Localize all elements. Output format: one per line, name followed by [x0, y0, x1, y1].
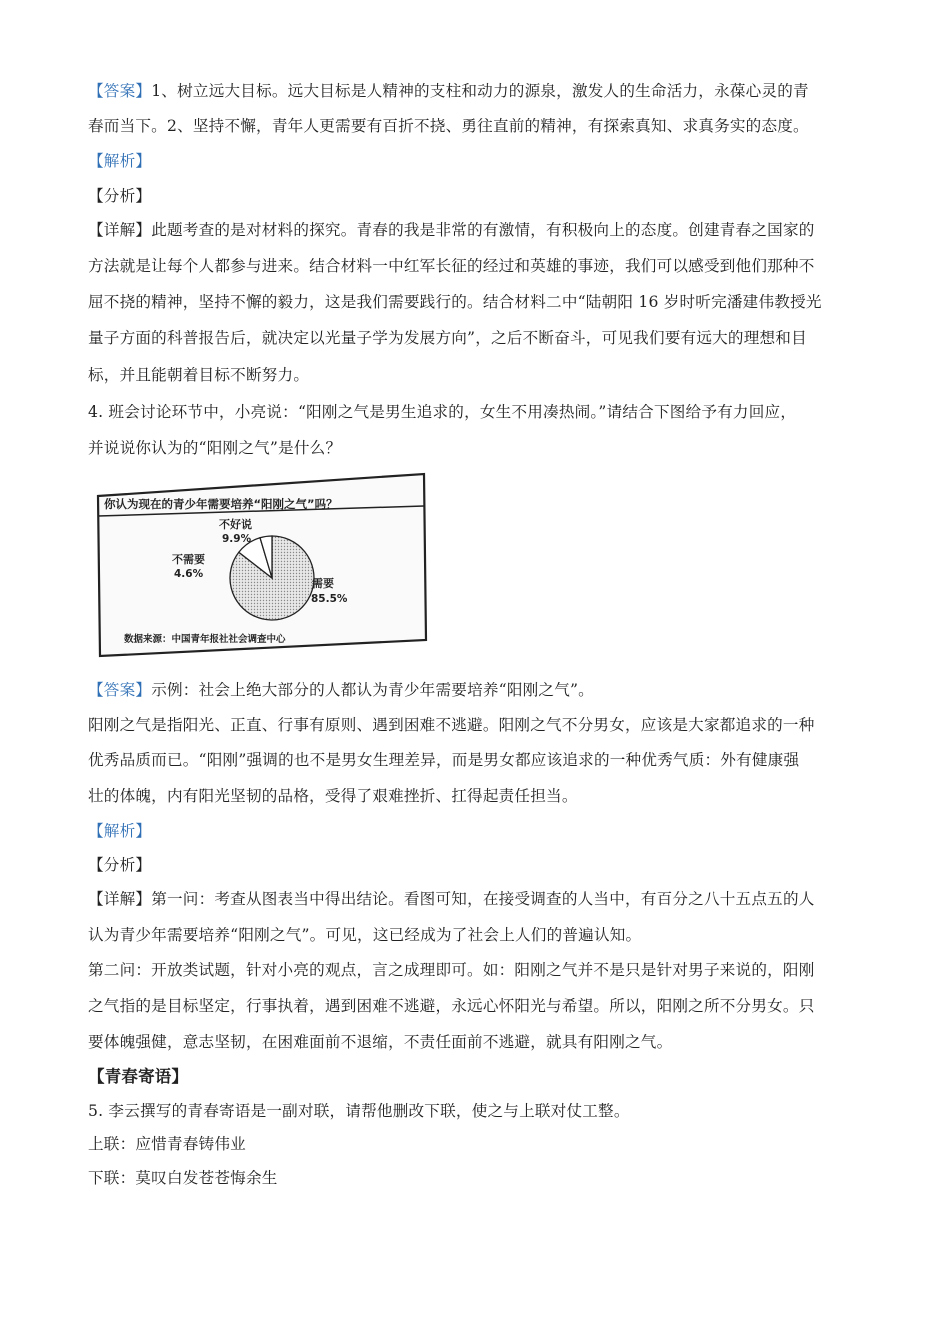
q4-jiexi-tag: 【解析】	[88, 822, 152, 840]
q5-stem: 5. 李云撰写的青春寄语是一副对联，请帮他删改下联，使之与上联对仗工整。	[88, 1102, 630, 1120]
q4-fenxi-tag: 【分析】	[88, 856, 152, 874]
value-needed: 85.5%	[311, 593, 348, 605]
q4-stem-line-1: 4. 班会讨论环节中，小亮说：“阳刚之气是男生追求的，女生不用凑热闹。”请结合下图给予有力回应，	[88, 403, 797, 421]
chart-source: 数据来源：中国青年报社社会调查中心	[124, 634, 286, 645]
q3-answer-line-2: 春而当下。2、坚持不懈，青年人更需要有百折不挠、勇往直前的精神，有探索真知、求真务实的态度。	[88, 117, 809, 135]
q3-detail-line-1	[88, 220, 815, 240]
detail-text: 此题考查的是对材料的探究。青春的我是非常的有激情，有积极向上的态度。创建青春之国家的	[151, 221, 815, 239]
q4-detail-line-3: 第二问：开放类试题，针对小亮的观点，言之成理即可。如：阳刚之气并不是只是针对男子来说的，阳刚	[88, 961, 815, 979]
q4-answer-line-1	[88, 680, 594, 700]
q3-detail-line-2: 方法就是让每个人都参与进来。结合材料一中红军长征的经过和英雄的事迹，我们可以感受到他们那种不	[88, 257, 815, 275]
q4-detail-line-5: 要体魄强健，意志坚韧，在困难面前不退缩，不责任面前不逃避，就具有阳刚之气。	[88, 1033, 673, 1051]
section-heading: 【青春寄语】	[88, 1067, 189, 1086]
q3-answer-line-1	[88, 81, 809, 101]
detail-tag: 【详解】	[88, 890, 152, 908]
survey-pie-chart	[94, 470, 428, 658]
q3-jiexi-tag: 【解析】	[88, 152, 152, 170]
label-not-sure: 不好说	[219, 518, 252, 531]
answer-tag: 【答案】	[88, 82, 152, 100]
q4-detail-line-4: 之气指的是目标坚定，行事执着，遇到困难不逃避，永远心怀阳光与希望。所以，阳刚之所不分男女。只	[88, 997, 815, 1015]
q4-detail-line-1	[88, 889, 815, 909]
q3-detail-line-4: 量子方面的科普报告后，就决定以光量子学为发展方向”，之后不断奋斗，可见我们要有远大的理想和目	[88, 329, 807, 347]
pie-slices	[230, 536, 314, 620]
q4-answer-line-3: 优秀品质而已。“阳刚”强调的也不是男女生理差异，而是男女都应该追求的一种优秀气质：外有健康强	[88, 751, 800, 769]
q5-lower-couplet: 下联：莫叹白发苍苍悔余生	[88, 1169, 278, 1187]
answer-tag: 【答案】	[88, 681, 152, 699]
label-needed: 需要	[312, 577, 334, 590]
chart-title: 你认为现在的青少年需要培养“阳刚之气”吗？	[104, 497, 338, 511]
q4-detail-line-2: 认为青少年需要培养“阳刚之气”。可见，这已经成为了社会上人们的普遍认知。	[88, 926, 642, 944]
q3-detail-line-3: 屈不挠的精神，坚持不懈的毅力，这是我们需要践行的。结合材料二中“陆朝阳 16 岁时听完潘建伟教授光	[88, 293, 822, 311]
q5-upper-couplet: 上联：应惜青春铸伟业	[88, 1135, 246, 1153]
detail-tag: 【详解】	[88, 221, 152, 239]
label-not-needed: 不需要	[172, 553, 205, 566]
detail-text: 第一问：考查从图表当中得出结论。看图可知，在接受调查的人当中，有百分之八十五点五的人	[151, 890, 815, 908]
q4-stem-line-2: 并说说你认为的“阳刚之气”是什么？	[88, 439, 342, 457]
value-not-needed: 4.6%	[174, 568, 204, 580]
q3-detail-line-5: 标，并且能朝着目标不断努力。	[88, 366, 310, 384]
answer-text: 1、树立远大目标。远大目标是人精神的支柱和动力的源泉，激发人的生命活力，永葆心灵的青	[151, 82, 809, 100]
q4-answer-line-4: 壮的体魄，内有阳光坚韧的品格，受得了艰难挫折、扛得起责任担当。	[88, 787, 578, 805]
q4-answer-line-2: 阳刚之气是指阳光、正直、行事有原则、遇到困难不逃避。阳刚之气不分男女，应该是大家都追求的一种	[88, 716, 815, 734]
answer-text: 示例：社会上绝大部分的人都认为青少年需要培养“阳刚之气”。	[151, 681, 594, 699]
value-not-sure: 9.9%	[222, 533, 252, 545]
q3-fenxi-tag: 【分析】	[88, 187, 152, 205]
pie-chart-svg	[94, 470, 428, 658]
